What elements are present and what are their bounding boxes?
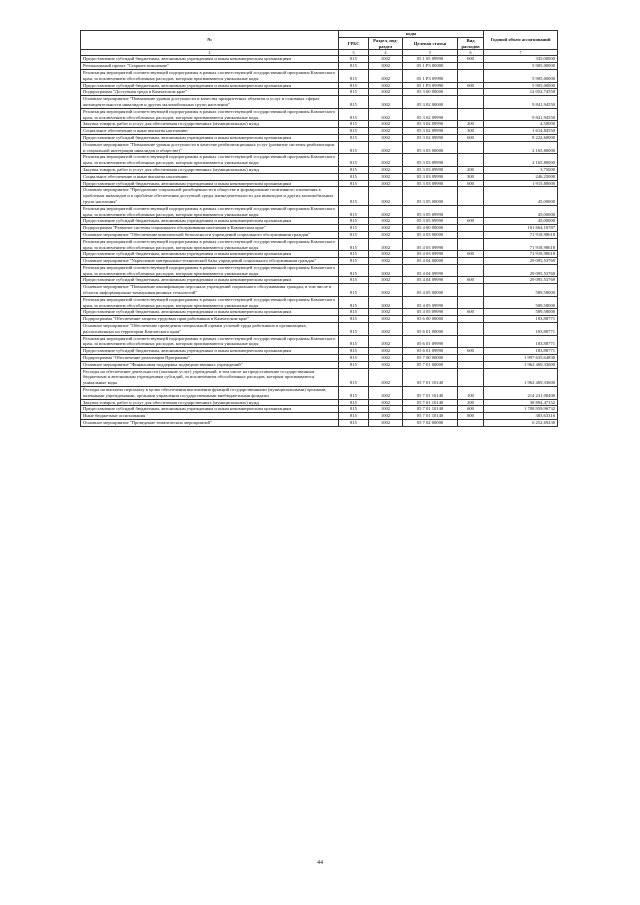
row-target: 05 4 03 00000 [403, 231, 458, 238]
row-name: Реализация мероприятий соответствующей подпрограммы в рамках соответствующей государственной программы Камчатского края, за исключением обособленных расходов, которым присваиваются уникальные коды [81, 296, 339, 309]
table-row [81, 154, 558, 167]
row-section: 1002 [369, 316, 403, 323]
row-name: Социальное обеспечение и иные выплаты населению [81, 128, 339, 135]
row-target: 05 3 02 09990 [403, 121, 458, 128]
row-amount: 9 841,94550 [484, 96, 558, 109]
row-section: 1002 [369, 82, 403, 89]
row-type [458, 238, 484, 251]
row-name: Основное мероприятие "Проведение тематических мероприятий" [81, 420, 339, 427]
row-grbs: 815 [339, 238, 369, 251]
row-amount: 1 962 469,33600 [484, 361, 558, 368]
row-grbs: 815 [339, 56, 369, 63]
row-amount: 383,63316 [484, 413, 558, 420]
row-grbs: 815 [339, 69, 369, 82]
row-target: 05 1 P3 09990 [403, 82, 458, 89]
row-type: 300 [458, 173, 484, 180]
row-name: Предоставление субсидий бюджетным, автономным учреждениям и иным некоммерческим организациям [81, 180, 339, 187]
row-name: Реализация мероприятий соответствующей подпрограммы в рамках соответствующей государственной программы Камчатского края, за исключением обособленных расходов, которым присваиваются уникальные коды [81, 108, 339, 121]
row-target: 05 3 03 00000 [403, 141, 458, 154]
row-section: 1002 [369, 63, 403, 70]
row-target: 05 3 03 09990 [403, 180, 458, 187]
row-name: Региональный проект "Старшее поколение" [81, 63, 339, 70]
table-row [81, 251, 558, 258]
row-grbs: 815 [339, 180, 369, 187]
table-row [81, 361, 558, 368]
table-row [81, 56, 558, 63]
row-grbs: 815 [339, 399, 369, 406]
row-name: Основное мероприятие "Повышение уровня доступности в качестве реабилитационных услуг (развитие системы реабилитации и социальной интеграции инвалидов и обществе)" [81, 141, 339, 154]
row-amount: 3,75000 [484, 166, 558, 173]
row-grbs: 815 [339, 413, 369, 420]
row-target: 05 3 05 09990 [403, 218, 458, 225]
column-number: 3 [339, 50, 369, 56]
row-grbs: 815 [339, 406, 369, 413]
row-type [458, 69, 484, 82]
row-name: Реализация мероприятий соответствующей подпрограммы в рамках соответствующей государственной программы Камчатского края, за исключением обособленных расходов, которым присваиваются уникальные коды [81, 335, 339, 348]
row-section: 1002 [369, 387, 403, 400]
row-amount: 12 052,74550 [484, 89, 558, 96]
row-target: 05 6 00 00000 [403, 316, 458, 323]
row-grbs: 815 [339, 355, 369, 362]
row-section: 1002 [369, 96, 403, 109]
row-section: 1002 [369, 238, 403, 251]
row-grbs: 815 [339, 89, 369, 96]
row-grbs: 815 [339, 82, 369, 89]
row-grbs: 815 [339, 96, 369, 109]
row-amount: 335,00000 [484, 56, 558, 63]
row-target: 05 7 01 10140 [403, 406, 458, 413]
row-target: 05 7 02 00000 [403, 420, 458, 427]
row-name: Предоставление субсидий бюджетным, автономным учреждениям и иным некоммерческим организациям [81, 82, 339, 89]
column-number: 6 [458, 50, 484, 56]
row-grbs: 815 [339, 121, 369, 128]
row-grbs: 815 [339, 284, 369, 297]
row-target: 05 7 01 10140 [403, 387, 458, 400]
row-name: Расходы на обеспечение деятельности (оказание услуг) учреждений, в том числе на предоставление государственным бюджетным и автономным учреждениям субсидий, за исключением обособленных расходов, которым присваиваются уникальные коды [81, 368, 339, 386]
table-row [81, 141, 558, 154]
header-amount: Годовой объем ассигнований [484, 31, 558, 50]
header-target: Целевая статья [403, 37, 458, 50]
row-section: 1002 [369, 187, 403, 205]
row-target: 05 3 02 09990 [403, 108, 458, 121]
table-row [81, 277, 558, 284]
column-number: 7 [484, 50, 558, 56]
table-row [81, 173, 558, 180]
row-grbs: 815 [339, 335, 369, 348]
row-grbs: 815 [339, 154, 369, 167]
table-row [81, 413, 558, 420]
row-amount: 1 614,84550 [484, 128, 558, 135]
table-row [81, 264, 558, 277]
row-name: Расходы на выплаты персоналу в целях обеспечения выполнения функций государственными (муниципальными) органами, казенными учреждениями, органами управления государственными внебюджетными фондами [81, 387, 339, 400]
table-body [81, 50, 558, 426]
row-type [458, 323, 484, 336]
row-amount: 8 222,60000 [484, 134, 558, 141]
row-type: 800 [458, 413, 484, 420]
row-target: 05 4 04 00000 [403, 258, 458, 265]
column-number: 4 [369, 50, 403, 56]
row-grbs: 815 [339, 108, 369, 121]
row-amount: 183,88771 [484, 348, 558, 355]
row-name: Предоставление субсидий бюджетным, автономным учреждениям и иным некоммерческим организациям [81, 309, 339, 316]
row-name: Закупка товаров, работ и услуг для обеспечения государственных (муниципальных) нужд [81, 399, 339, 406]
row-section: 1002 [369, 420, 403, 427]
row-target: 05 6 01 09990 [403, 348, 458, 355]
row-amount: 183,88771 [484, 335, 558, 348]
table-row [81, 225, 558, 232]
row-type [458, 296, 484, 309]
row-section: 1002 [369, 277, 403, 284]
row-section: 1002 [369, 284, 403, 297]
row-type [458, 108, 484, 121]
row-target: 05 4 03 09990 [403, 238, 458, 251]
row-amount: 183,88771 [484, 323, 558, 336]
row-amount: 71 918,98618 [484, 238, 558, 251]
row-target: 05 4 00 00000 [403, 225, 458, 232]
table-row [81, 218, 558, 225]
row-name: Реализация мероприятий соответствующей подпрограммы в рамках соответствующей государственной программы Камчатского края, за исключением обособленных расходов, которым присваиваются уникальные коды [81, 154, 339, 167]
row-amount: 589,58000 [484, 284, 558, 297]
row-type [458, 225, 484, 232]
table-row [81, 368, 558, 386]
row-name: Предоставление субсидий бюджетным, автономным учреждениям и иным некоммерческим организациям [81, 348, 339, 355]
row-target: 05 3 03 09990 [403, 154, 458, 167]
row-grbs: 815 [339, 368, 369, 386]
row-type: 600 [458, 251, 484, 258]
row-target: 05 7 01 10140 [403, 368, 458, 386]
row-amount: 29 095,53769 [484, 277, 558, 284]
row-type [458, 335, 484, 348]
row-grbs: 815 [339, 225, 369, 232]
row-grbs: 815 [339, 166, 369, 173]
header-codes-group: коды [339, 31, 484, 38]
row-section: 1002 [369, 361, 403, 368]
row-amount: 2 165,80000 [484, 154, 558, 167]
row-type: 200 [458, 166, 484, 173]
row-section: 1002 [369, 134, 403, 141]
row-section: 1002 [369, 69, 403, 82]
row-name: Предоставление субсидий бюджетным, автономным учреждениям и иным некоммерческим организациям [81, 406, 339, 413]
row-section: 1002 [369, 166, 403, 173]
row-target: 05 4 04 09990 [403, 264, 458, 277]
table-row [81, 166, 558, 173]
row-grbs: 815 [339, 63, 369, 70]
table-row [81, 420, 558, 427]
row-grbs: 815 [339, 264, 369, 277]
row-section: 1002 [369, 108, 403, 121]
row-type: 300 [458, 128, 484, 135]
row-target: 05 3 00 00000 [403, 89, 458, 96]
table-row [81, 284, 558, 297]
row-amount: 71 918,98618 [484, 251, 558, 258]
row-section: 1002 [369, 89, 403, 96]
row-type: 600 [458, 406, 484, 413]
row-amount: 29 095,53769 [484, 264, 558, 277]
row-amount: 71 918,98618 [484, 231, 558, 238]
row-name: Подпрограмма "Развитие системы социального обслуживания населения в Камчатском крае" [81, 225, 339, 232]
row-grbs: 815 [339, 141, 369, 154]
row-name: Основное мероприятие "Преодоление социальной разобщенности в обществе и формирование позитивного отношения к проблемам инвалидов и к проблеме обеспечения доступной среды жизнедеятельности для инвалидов и других маломобильных групп населения" [81, 187, 339, 205]
table-row [81, 121, 558, 128]
row-amount: 1 962 469,33600 [484, 368, 558, 386]
row-grbs: 815 [339, 187, 369, 205]
row-amount: 45,00000 [484, 218, 558, 225]
row-amount: 214 231,08400 [484, 387, 558, 400]
row-target: 05 4 05 09990 [403, 296, 458, 309]
row-type [458, 361, 484, 368]
budget-table [80, 30, 558, 427]
row-section: 1002 [369, 180, 403, 187]
row-target: 05 7 01 10140 [403, 413, 458, 420]
header-number: № [81, 31, 339, 50]
table-header [81, 31, 558, 50]
row-amount: 4,50000 [484, 121, 558, 128]
row-amount: 5 905,00000 [484, 82, 558, 89]
row-target: 05 1 P3 09990 [403, 69, 458, 82]
row-name: Социальное обеспечение и иные выплаты населению [81, 173, 339, 180]
row-section: 1002 [369, 56, 403, 63]
row-type [458, 368, 484, 386]
row-type: 600 [458, 277, 484, 284]
row-section: 1002 [369, 264, 403, 277]
table-row [81, 108, 558, 121]
row-type: 600 [458, 348, 484, 355]
row-section: 1002 [369, 335, 403, 348]
row-amount: 246,25000 [484, 173, 558, 180]
row-type: 600 [458, 309, 484, 316]
row-grbs: 815 [339, 277, 369, 284]
table-row [81, 231, 558, 238]
row-name: Реализация мероприятий соответствующей подпрограммы в рамках соответствующей государственной программы Камчатского края, за исключением обособленных расходов, которым присваиваются уникальные коды [81, 205, 339, 218]
row-target: 05 4 05 09990 [403, 309, 458, 316]
row-target: 05 3 03 09990 [403, 173, 458, 180]
row-target: 05 6 01 09990 [403, 335, 458, 348]
row-section: 1002 [369, 406, 403, 413]
table-row [81, 180, 558, 187]
row-name: Подпрограмма "Обеспечение защиты трудовых прав работников в Камчатском крае" [81, 316, 339, 323]
row-type [458, 258, 484, 265]
row-target: 05 1 05 09990 [403, 56, 458, 63]
row-grbs: 815 [339, 316, 369, 323]
row-amount: 45,00000 [484, 205, 558, 218]
row-section: 1002 [369, 323, 403, 336]
row-target: 05 4 04 09990 [403, 277, 458, 284]
row-grbs: 815 [339, 296, 369, 309]
header-type: Вид расходов [458, 37, 484, 50]
row-type [458, 231, 484, 238]
row-target: 05 3 03 09990 [403, 166, 458, 173]
row-amount: 183,88771 [484, 316, 558, 323]
table-row [81, 96, 558, 109]
row-type: 200 [458, 121, 484, 128]
row-target: 05 3 05 09990 [403, 205, 458, 218]
row-name: Основное мероприятие "Обеспечение проведения специальной оценки условий труда работников в организациях, расположенных на территории Камчатского края" [81, 323, 339, 336]
table-row [81, 355, 558, 362]
row-target: 05 7 01 10140 [403, 399, 458, 406]
table-row [81, 69, 558, 82]
row-target: 05 7 00 00000 [403, 355, 458, 362]
table-row [81, 63, 558, 70]
row-type [458, 187, 484, 205]
row-name: Подпрограмма "Обеспечение реализации Программы" [81, 355, 339, 362]
row-section: 1002 [369, 128, 403, 135]
row-amount: 589,58000 [484, 309, 558, 316]
row-type [458, 420, 484, 427]
row-type: 100 [458, 387, 484, 400]
table-row [81, 399, 558, 406]
table-row [81, 335, 558, 348]
row-amount: 1 997 635,64830 [484, 355, 558, 362]
row-amount: 1 708 959,96732 [484, 406, 558, 413]
row-section: 1002 [369, 251, 403, 258]
row-section: 1002 [369, 399, 403, 406]
row-grbs: 815 [339, 218, 369, 225]
row-target: 05 3 02 09990 [403, 134, 458, 141]
row-grbs: 815 [339, 128, 369, 135]
row-type [458, 141, 484, 154]
row-name: Основное мероприятие "Повышение уровня доступности и качества приоритетных объектов и услуг в основных сферах жизнедеятельности инвалидов и других маломобильных групп населения" [81, 96, 339, 109]
row-name: Предоставление субсидий бюджетным, автономным учреждениям и иным некоммерческим организациям [81, 134, 339, 141]
row-type: 600 [458, 134, 484, 141]
row-amount: 2 165,80000 [484, 141, 558, 154]
row-amount: 1 915,80000 [484, 180, 558, 187]
row-section: 1002 [369, 348, 403, 355]
row-grbs: 815 [339, 173, 369, 180]
row-grbs: 815 [339, 258, 369, 265]
row-target: 05 7 01 00000 [403, 361, 458, 368]
row-type: 600 [458, 180, 484, 187]
row-grbs: 815 [339, 348, 369, 355]
row-section: 1002 [369, 225, 403, 232]
row-grbs: 815 [339, 361, 369, 368]
table-row [81, 406, 558, 413]
row-section: 1002 [369, 231, 403, 238]
row-name: Основное мероприятие "Обеспечение комплексной безопасности учреждений социального обслуживания граждан" [81, 231, 339, 238]
row-name: Предоставление субсидий бюджетным, автономным учреждениям и иным некоммерческим организациям [81, 56, 339, 63]
row-type [458, 355, 484, 362]
row-name: Реализация мероприятий соответствующей подпрограммы в рамках соответствующей государственной программы Камчатского края, за исключением обособленных расходов, которым присваиваются уникальные коды [81, 264, 339, 277]
table-row [81, 316, 558, 323]
row-amount: 45,00000 [484, 187, 558, 205]
row-amount: 9 841,94550 [484, 108, 558, 121]
table-row [81, 348, 558, 355]
row-amount: 5 905,00000 [484, 63, 558, 70]
row-type [458, 89, 484, 96]
table-row [81, 128, 558, 135]
row-target: 05 3 05 00000 [403, 187, 458, 205]
column-number: 5 [403, 50, 458, 56]
row-type: 600 [458, 56, 484, 63]
row-type [458, 205, 484, 218]
row-target: 05 6 01 00000 [403, 323, 458, 336]
table-row [81, 89, 558, 96]
row-section: 1002 [369, 413, 403, 420]
row-type: 600 [458, 218, 484, 225]
row-name: Предоставление субсидий бюджетным, автономным учреждениям и иным некоммерческим организациям [81, 251, 339, 258]
row-amount: 38 894,47152 [484, 399, 558, 406]
row-amount: 589,58000 [484, 296, 558, 309]
row-name: Закупка товаров, работ и услуг для обеспечения государственных (муниципальных) нужд [81, 121, 339, 128]
row-name: Закупка товаров, работ и услуг для обеспечения государственных (муниципальных) нужд [81, 166, 339, 173]
table-row [81, 387, 558, 400]
row-grbs: 815 [339, 205, 369, 218]
row-name: Предоставление субсидий бюджетным, автономным учреждениям и иным некоммерческим организациям [81, 277, 339, 284]
table-row [81, 296, 558, 309]
row-name: Основное мероприятие "Финансовая поддержка подведомственных учреждений" [81, 361, 339, 368]
row-grbs: 815 [339, 323, 369, 336]
row-grbs: 815 [339, 251, 369, 258]
row-name: Основное мероприятие "Укрепление материально-технической базы учреждений социального обслуживания граждан" [81, 258, 339, 265]
row-name: Предоставление субсидий бюджетным, автономным учреждениям и иным некоммерческим организациям [81, 218, 339, 225]
row-grbs: 815 [339, 309, 369, 316]
header-section: Раздел, под-раздел [369, 37, 403, 50]
row-grbs: 815 [339, 420, 369, 427]
row-section: 1002 [369, 218, 403, 225]
table-row [81, 258, 558, 265]
row-type [458, 63, 484, 70]
column-number: 2 [81, 50, 339, 56]
row-amount: 101 664,10787 [484, 225, 558, 232]
row-type [458, 96, 484, 109]
row-type [458, 264, 484, 277]
row-amount: 6 252,69230 [484, 420, 558, 427]
row-target: 05 3 02 09990 [403, 128, 458, 135]
row-name: Подпрограмма "Доступная среда в Камчатском крае" [81, 89, 339, 96]
row-name: Реализация мероприятий соответствующей подпрограммы в рамках соответствующей государственной программы Камчатского края, за исключением обособленных расходов, которым присваиваются уникальные коды [81, 69, 339, 82]
row-name: Реализация мероприятий соответствующей подпрограммы в рамках соответствующей государственной программы Камчатского края, за исключением обособленных расходов, которым присваиваются уникальные коды [81, 238, 339, 251]
row-grbs: 815 [339, 231, 369, 238]
row-type [458, 316, 484, 323]
row-amount: 5 905,00000 [484, 69, 558, 82]
row-grbs: 815 [339, 134, 369, 141]
row-section: 1002 [369, 121, 403, 128]
table-row [81, 134, 558, 141]
row-amount: 29 095,53769 [484, 258, 558, 265]
row-section: 1002 [369, 368, 403, 386]
row-target: 05 4 05 00000 [403, 284, 458, 297]
table-row [81, 309, 558, 316]
row-target: 05 3 02 00000 [403, 96, 458, 109]
table-row [81, 187, 558, 205]
row-section: 1002 [369, 355, 403, 362]
row-name: Основное мероприятие "Повышение квалификации персонала учреждений социального обслуживания граждан, в том числе в области информационно-коммуникационных технологий" [81, 284, 339, 297]
table-row [81, 323, 558, 336]
row-section: 1002 [369, 296, 403, 309]
row-type: 200 [458, 399, 484, 406]
row-type [458, 284, 484, 297]
row-section: 1002 [369, 173, 403, 180]
row-section: 1002 [369, 309, 403, 316]
row-section: 1002 [369, 141, 403, 154]
row-target: 05 4 03 09990 [403, 251, 458, 258]
header-grbs: ГРБС [339, 37, 369, 50]
row-section: 1002 [369, 205, 403, 218]
row-section: 1002 [369, 154, 403, 167]
page-number: 44 [317, 860, 323, 866]
row-grbs: 815 [339, 387, 369, 400]
row-target: 05 1 P3 00000 [403, 63, 458, 70]
row-name: Иные бюджетные ассигнования [81, 413, 339, 420]
table-row [81, 238, 558, 251]
row-type: 600 [458, 82, 484, 89]
table-row [81, 205, 558, 218]
row-section: 1002 [369, 258, 403, 265]
table-row [81, 82, 558, 89]
row-type [458, 154, 484, 167]
